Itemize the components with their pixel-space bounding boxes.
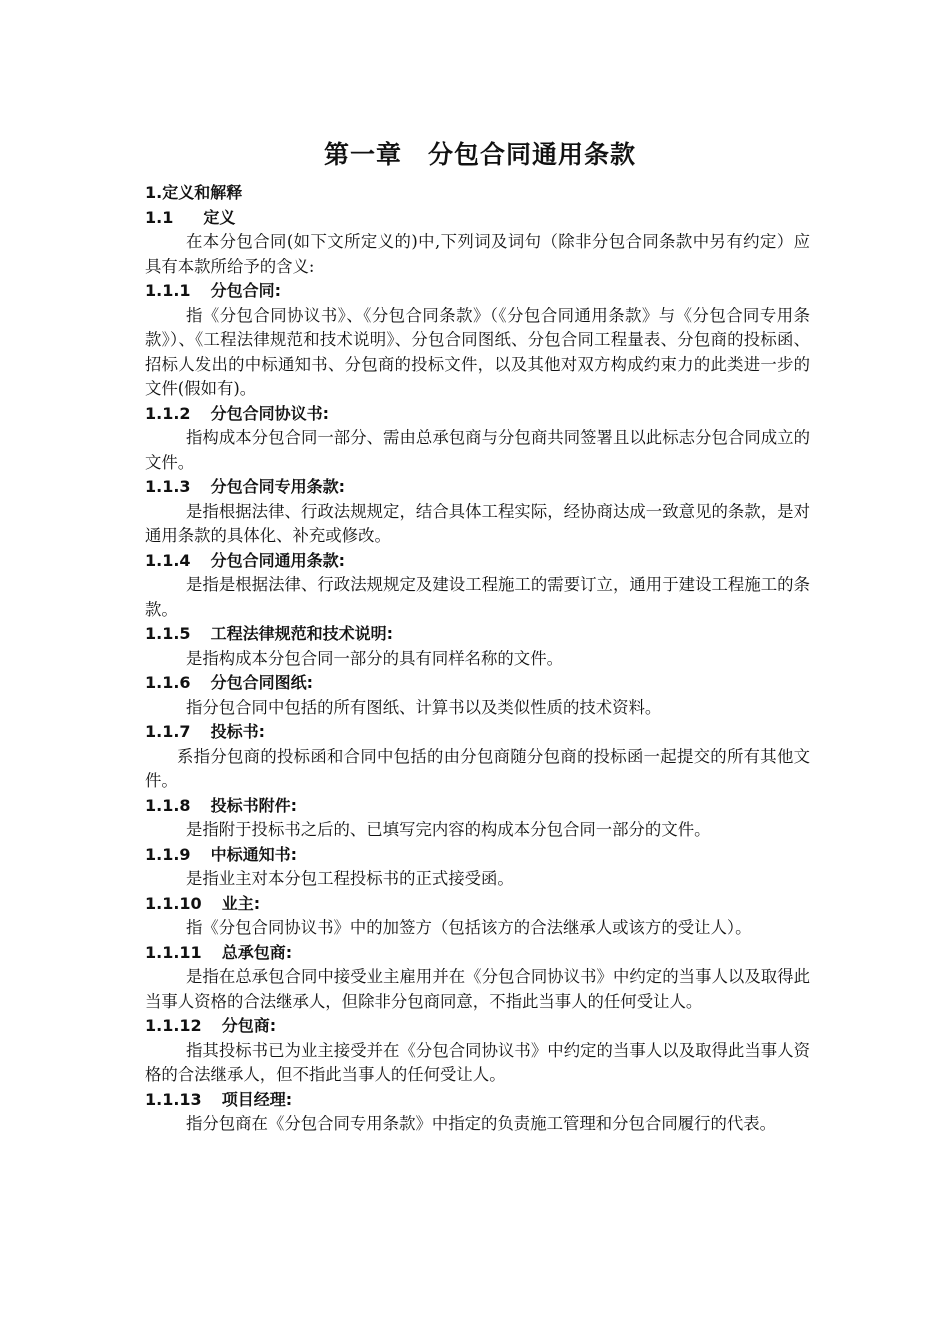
definition-term: 分包合同专用条款:: [210, 477, 345, 496]
chapter-name: 分包合同通用条款: [428, 140, 637, 169]
definition-number: 1.1.8: [145, 795, 191, 815]
definition-term: 分包合同图纸:: [210, 673, 313, 692]
definition-text: 是指根据法律、行政法规规定，结合具体工程实际，经协商达成一致意见的条款，是对通用条款的具体化、补充或修改。: [145, 501, 810, 545]
definition-number: 1.1.2: [145, 403, 191, 423]
chapter-number: 第一章: [323, 140, 402, 169]
definition-term: 分包合同:: [210, 281, 281, 300]
definition-item: [145, 892, 810, 941]
definition-item: [145, 622, 810, 671]
definition-heading: [145, 794, 810, 819]
definition-term: 业主:: [221, 893, 261, 913]
definition-item: [145, 843, 810, 892]
definition-text: 指分包合同中包括的所有图纸、计算书以及类似性质的技术资料。: [186, 697, 662, 717]
definition-number: 1.1.5: [145, 624, 191, 643]
definition-text: 指分包商在《分包合同专用条款》中指定的负责施工管理和分包合同履行的代表。: [186, 1114, 777, 1133]
definition-term: 总承包商:: [221, 942, 293, 962]
definition-number: 1.1.4: [145, 550, 191, 570]
section-heading-1: 1.定义和解释: [145, 183, 243, 202]
definition-number: 1.1.3: [145, 477, 191, 496]
definition-heading: [145, 549, 810, 574]
definition-number: 1.1.7: [145, 722, 191, 741]
definition-term: 投标书:: [210, 722, 265, 741]
definition-text: 指其投标书已为业主接受并在《分包合同协议书》中约定的当事人以及取得此当事人资格的合法继承人，但不指此当事人的任何受让人。: [145, 1040, 810, 1084]
definition-text: 是指附于投标书之后的、已填写完内容的构成本分包合同一部分的文件。: [186, 820, 711, 839]
chapter-title: [145, 130, 810, 180]
definition-heading: [145, 843, 810, 868]
definition-heading: [145, 279, 810, 304]
definition-heading: [145, 892, 810, 917]
definition-heading: [145, 1088, 810, 1113]
definition-text: 是指业主对本分包工程投标书的正式接受函。: [186, 869, 514, 888]
definition-term: 分包合同协议书:: [210, 403, 329, 423]
definition-text: 是指构成本分包合同一部分的具有同样名称的文件。: [186, 648, 563, 668]
definition-heading: [145, 941, 810, 966]
definition-item: [145, 549, 810, 623]
definition-term: 中标通知书:: [210, 844, 297, 864]
definition-heading: [145, 475, 810, 500]
definition-number: 1.1.10: [145, 893, 202, 913]
definition-item: [145, 475, 810, 549]
definition-number: 1.1.1: [145, 281, 191, 300]
definition-text: 指《分包合同协议书》、《分包合同条款》（《分包合同通用条款》与《分包合同专用条款》）、《工程法律规范和技术说明》、分包合同图纸、分包合同工程量表、分包商的投标函、招标人发出的中标通知书、分包商的投标文件，以及其他对双方构成约束力的此类进一步的文件(假如有)。: [145, 305, 810, 398]
definition-item: [145, 941, 810, 1015]
definition-term: 分包商:: [221, 1016, 277, 1035]
definition-term: 项目经理:: [221, 1089, 293, 1109]
definition-item: [145, 671, 810, 720]
definition-item: [145, 1088, 810, 1137]
definitions-list: [145, 279, 810, 1137]
definition-heading: [145, 720, 810, 745]
definition-item: [145, 794, 810, 843]
definition-term: 分包合同通用条款:: [210, 550, 345, 570]
definition-number: 1.1.6: [145, 673, 191, 692]
definition-text: 指构成本分包合同一部分、需由总承包商与分包商共同签署且以此标志分包合同成立的文件。: [145, 428, 810, 472]
definition-text: 是指是根据法律、行政法规规定及建设工程施工的需要订立，通用于建设工程施工的条款。: [145, 575, 810, 619]
definition-heading: [145, 671, 810, 696]
definition-term: 投标书附件:: [210, 795, 297, 815]
definition-text: 是指在总承包合同中接受业主雇用并在《分包合同协议书》中约定的当事人以及取得此当事人资格的合法继承人，但除非分包商同意，不指此当事人的任何受让人。: [145, 967, 810, 1011]
definition-term: 工程法律规范和技术说明:: [210, 624, 393, 643]
definition-heading: [145, 1014, 810, 1039]
definition-number: 1.1.12: [145, 1016, 202, 1035]
definition-number: 1.1.11: [145, 942, 202, 962]
definition-text: 系指分包商的投标函和合同中包括的由分包商随分包商的投标函一起提交的所有其他文件。: [145, 746, 810, 790]
definition-item: [145, 402, 810, 476]
definition-item: [145, 1014, 810, 1088]
definition-heading: [145, 622, 810, 647]
definition-heading: [145, 402, 810, 427]
definition-number: 1.1.13: [145, 1089, 202, 1109]
definition-text: 指《分包合同协议书》中的加签方（包括该方的合法继承人或该方的受让人）。: [186, 918, 752, 937]
definition-number: 1.1.9: [145, 844, 191, 864]
section-heading-1-1: 1.1 定义: [145, 207, 236, 227]
definition-item: [145, 279, 810, 402]
definition-item: [145, 720, 810, 794]
document-page: [145, 130, 810, 1137]
intro-paragraph: 在本分包合同(如下文所定义的)中,下列词及词句（除非分包合同条款中另有约定）应具有本款所给予的含义:: [145, 232, 810, 276]
